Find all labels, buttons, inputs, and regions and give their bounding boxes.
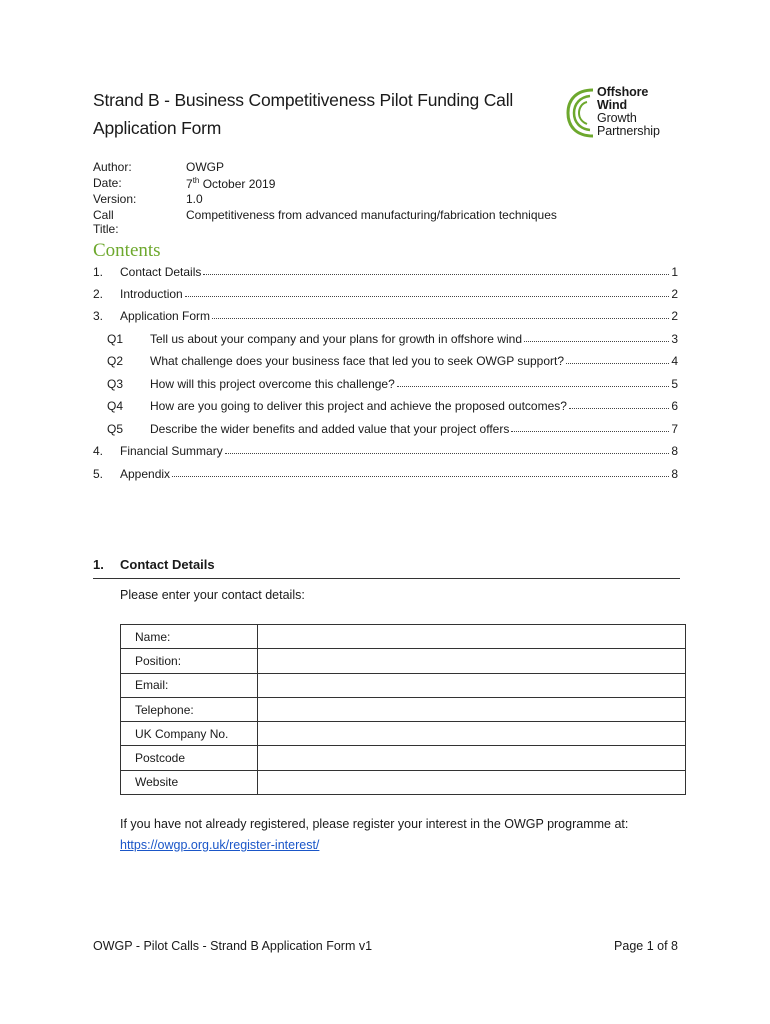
toc-entry[interactable] xyxy=(93,309,678,325)
owgp-logo xyxy=(566,84,686,142)
contact-details-table xyxy=(120,624,686,795)
toc-leader xyxy=(203,274,669,275)
toc-page: 1 xyxy=(671,265,678,279)
toc-leader xyxy=(172,476,669,477)
field-label: UK Company No. xyxy=(121,722,258,746)
toc-number: 4. xyxy=(93,444,104,458)
field-label: Telephone: xyxy=(121,697,258,721)
toc-number: 2. xyxy=(93,287,104,301)
toc-number: 1. xyxy=(93,265,104,279)
field-label: Website xyxy=(121,770,258,794)
field-label: Email: xyxy=(121,673,258,697)
toc-number: Q1 xyxy=(107,332,124,346)
toc-leader xyxy=(185,296,669,297)
logo-text-offshore: Offshore xyxy=(597,85,649,99)
website-field[interactable] xyxy=(258,770,686,794)
table-row xyxy=(121,697,686,721)
toc-page: 2 xyxy=(671,287,678,301)
toc-leader xyxy=(524,341,669,342)
toc-entry[interactable] xyxy=(93,332,678,348)
name-field[interactable] xyxy=(258,625,686,649)
section-title: Contact Details xyxy=(120,557,215,572)
meta-value: Competitiveness from advanced manufacturing/fabrication techniques xyxy=(186,208,557,222)
toc-leader xyxy=(225,453,669,454)
table-row xyxy=(121,770,686,794)
meta-label: Author: xyxy=(93,160,132,174)
toc-number: 3. xyxy=(93,309,104,323)
telephone-field[interactable] xyxy=(258,697,686,721)
meta-label: Date: xyxy=(93,176,122,190)
toc-page: 7 xyxy=(671,422,678,436)
toc-text: What challenge does your business face that led you to seek OWGP support? xyxy=(150,354,565,368)
toc-entry[interactable] xyxy=(93,354,678,370)
toc-leader xyxy=(397,386,669,387)
toc-number: Q3 xyxy=(107,377,124,391)
postcode-field[interactable] xyxy=(258,746,686,770)
toc-text: How will this project overcome this challenge? xyxy=(150,377,395,391)
toc-page: 8 xyxy=(671,444,678,458)
toc-text: Describe the wider benefits and added value that your project offers xyxy=(150,422,510,436)
contact-intro-text: Please enter your contact details: xyxy=(120,588,305,602)
field-label: Postcode xyxy=(121,746,258,770)
logo-text-growth: Growth xyxy=(597,111,637,125)
toc-leader xyxy=(566,363,669,364)
toc-text: How are you going to deliver this project and achieve the proposed outcomes? xyxy=(150,399,567,413)
toc-entry[interactable] xyxy=(93,467,678,483)
table-row xyxy=(121,746,686,770)
section-number: 1. xyxy=(93,557,104,572)
toc-number: 5. xyxy=(93,467,104,481)
logo-swirl-icon xyxy=(566,84,596,142)
table-row xyxy=(121,649,686,673)
toc-leader xyxy=(511,431,669,432)
meta-label: Version: xyxy=(93,192,137,206)
toc-entry[interactable] xyxy=(93,287,678,303)
toc-text: Appendix xyxy=(120,467,171,481)
contents-heading: Contents xyxy=(93,240,161,261)
section-divider xyxy=(93,578,680,579)
toc-entry[interactable] xyxy=(93,422,678,438)
toc-page: 3 xyxy=(671,332,678,346)
field-label: Name: xyxy=(121,625,258,649)
register-interest-link[interactable]: https://owgp.org.uk/register-interest/ xyxy=(120,838,320,852)
toc-page: 6 xyxy=(671,399,678,413)
uk-company-no-field[interactable] xyxy=(258,722,686,746)
email-field[interactable] xyxy=(258,673,686,697)
toc-text: Introduction xyxy=(120,287,183,301)
toc-page: 4 xyxy=(671,354,678,368)
footer-document-name: OWGP - Pilot Calls - Strand B Application Form v1 xyxy=(93,939,373,953)
logo-text-wind: Wind xyxy=(597,98,628,112)
footer-page-number: Page 1 of 8 xyxy=(614,939,678,953)
toc-page: 2 xyxy=(671,309,678,323)
table-row xyxy=(121,673,686,697)
document-title-line-1: Strand B - Business Competitiveness Pilot Funding Call xyxy=(93,90,514,110)
table-row xyxy=(121,722,686,746)
toc-number: Q2 xyxy=(107,354,124,368)
toc-entry[interactable] xyxy=(93,399,678,415)
toc-page: 8 xyxy=(671,467,678,481)
logo-text-partnership: Partnership xyxy=(597,124,660,138)
toc-text: Tell us about your company and your plans for growth in offshore wind xyxy=(150,332,522,346)
toc-number: Q4 xyxy=(107,399,124,413)
position-field[interactable] xyxy=(258,649,686,673)
toc-leader xyxy=(212,318,669,319)
toc-text: Application Form xyxy=(120,309,211,323)
toc-entry[interactable] xyxy=(93,444,678,460)
toc-text: Financial Summary xyxy=(120,444,223,458)
table-row xyxy=(121,625,686,649)
toc-entry[interactable] xyxy=(93,265,678,281)
toc-entry[interactable] xyxy=(93,377,678,393)
document-title-line-2: Application Form xyxy=(93,118,222,138)
toc-page: 5 xyxy=(671,377,678,391)
meta-value: 7th October 2019 xyxy=(186,176,276,191)
meta-label: Call Title: xyxy=(93,208,119,236)
toc-leader xyxy=(569,408,669,409)
toc-text: Contact Details xyxy=(120,265,202,279)
meta-value: 1.0 xyxy=(186,192,203,206)
register-text: If you have not already registered, please register your interest in the OWGP programme at: xyxy=(120,817,629,831)
meta-value: OWGP xyxy=(186,160,224,174)
field-label: Position: xyxy=(121,649,258,673)
toc-number: Q5 xyxy=(107,422,124,436)
